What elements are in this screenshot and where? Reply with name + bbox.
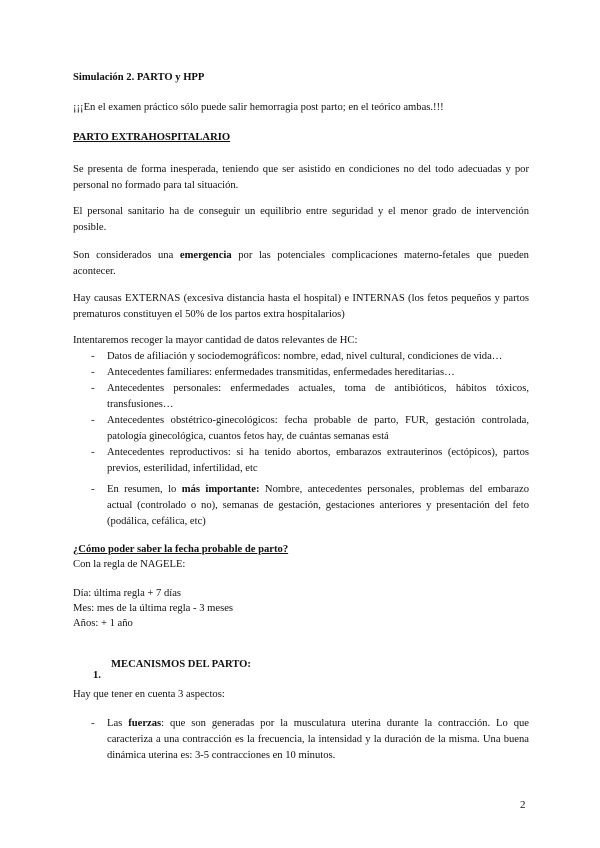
nagele-intro: Con la regla de NAGELE:: [73, 559, 186, 570]
list-item: - Antecedentes familiares: enfermedades transmitidas, enfermedades hereditarias…: [73, 365, 529, 381]
section-number: 1.: [93, 669, 101, 681]
summary-list: [73, 482, 529, 530]
list-item: - Las fuerzas: que son generadas por la musculatura uterina durante la contracción. Lo que caracteriza a una contracción es la frecuencia, la intensidad y la duración de la misma. Una buena dinámica uterina es: 3-5 contracciones en 10 minutos.: [73, 716, 529, 764]
question-heading: ¿Cómo poder saber la fecha probable de parto?: [73, 544, 289, 555]
paragraph-4: Hay causas EXTERNAS (excesiva distancia hasta el hospital) e INTERNAS (los fetos pequeños y partos prematuros constituyen el 50% de los partos extra hospitalarios): [73, 293, 529, 320]
paragraph-2: El personal sanitario ha de conseguir un equilibrio entre seguridad y el menor grado de intervención posible.: [73, 206, 529, 233]
document-title: Simulación 2. PARTO y HPP: [73, 72, 205, 83]
aspects-list: [73, 716, 529, 764]
nagele-month: Mes: mes de la última regla - 3 meses: [73, 603, 234, 614]
section-title: MECANISMOS DEL PARTO:: [111, 659, 251, 670]
list-item: - Antecedentes personales: enfermedades actuales, toma de antibióticos, hábitos tóxicos, transfusiones…: [73, 381, 529, 413]
nagele-day: Día: última regla + 7 días: [73, 588, 182, 599]
list-item: - Antecedentes reproductivos: si ha tenido abortos, embarazos extrauterinos (ectópicos), partos previos, esterilidad, infertilidad, etc: [73, 445, 529, 477]
page-number: 2: [520, 799, 526, 811]
hc-list: [73, 349, 529, 477]
list-item: - Antecedentes obstétrico-ginecológicos: fecha probable de parto, FUR, gestación controlada, patología ginecológica, cuantos fetos hay, de cuántas semanas está: [73, 413, 529, 445]
summary-item: - En resumen, lo más importante: Nombre, antecedentes personales, problemas del embarazo actual (controlado o no), semanas de gestación, gestaciones anteriores y presentación del feto (podálica, cefálica, etc): [73, 482, 529, 530]
hc-intro: Intentaremos recoger la mayor cantidad de datos relevantes de HC:: [73, 335, 358, 346]
section-heading: PARTO EXTRAHOSPITALARIO: [73, 132, 231, 143]
paragraph-1: Se presenta de forma inesperada, teniendo que ser asistido en condiciones no del todo adecuadas y por personal no formado para tal situación.: [73, 164, 529, 191]
exam-note: ¡¡¡En el examen práctico sólo puede salir hemorragia post parto; en el teórico ambas.!!!: [73, 102, 444, 113]
list-item: - Datos de afiliación y sociodemográficos: nombre, edad, nivel cultural, condiciones de vida…: [73, 349, 529, 365]
paragraph-3: Son considerados una emergencia por las potenciales complicaciones materno-fetales que pueden acontecer.: [73, 250, 529, 277]
nagele-year: Años: + 1 año: [73, 618, 133, 629]
aspects-intro: Hay que tener en cuenta 3 aspectos:: [73, 689, 225, 700]
